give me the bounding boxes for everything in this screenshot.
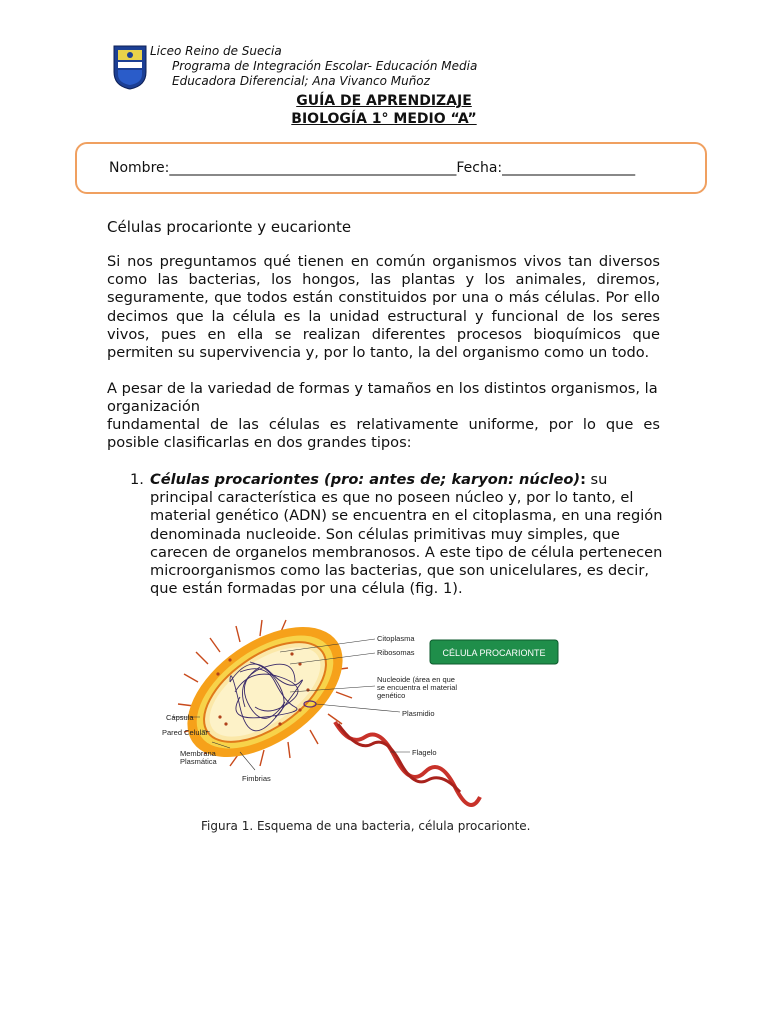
- figure-caption: Figura 1. Esquema de una bacteria, célula procarionte.: [201, 819, 531, 833]
- program-name: Programa de Integración Escolar- Educación Media: [172, 59, 478, 73]
- label-fimbrias: Fimbrias: [242, 774, 271, 783]
- bacteria-diagram: [160, 612, 570, 812]
- guide-title-line2: BIOLOGÍA 1° MEDIO “A”: [291, 111, 477, 127]
- name-field[interactable]: _________________________________________: [169, 160, 457, 176]
- prokaryote-badge-label: CÉLULA PROCARIONTE: [442, 648, 546, 658]
- student-info-line: [109, 160, 635, 176]
- name-label: Nombre:: [109, 160, 170, 176]
- date-label: Fecha:: [456, 160, 503, 176]
- label-membrana-1: Membrana: [180, 749, 216, 758]
- list-item-prokaryote: [150, 471, 670, 598]
- label-citoplasma: Citoplasma: [377, 634, 415, 643]
- second-paragraph-start: A pesar de la variedad de formas y tamaños en los distintos organismos, la organización: [107, 380, 658, 416]
- list-number: 1.: [130, 471, 144, 488]
- label-capsula: Cápsula: [166, 713, 194, 722]
- label-pared: Pared Celular: [162, 728, 208, 737]
- label-nucleoide-3: genético: [377, 691, 406, 700]
- label-nucleoide-2: se encuentra el material: [377, 683, 458, 692]
- school-name: Liceo Reino de Suecia: [150, 44, 282, 58]
- guide-title-line1: GUÍA DE APRENDIZAJE: [296, 93, 472, 109]
- label-plasmidio: Plasmidio: [402, 709, 435, 718]
- flagellum: [335, 722, 480, 805]
- intro-paragraph: Si nos preguntamos qué tienen en común organismos vivos tan diversos como las bacterias, los hongos, las plantas y los animales, diremos, seguramente, que todos están constituidos por una o más células. Por ello decimos que la célula es la unidad estructural y funcional de los seres vivos, pues en ella se realizan diferentes procesos bioquímicos que permiten su supervivencia y, por lo tanto, la del organismo como un todo.: [107, 253, 660, 362]
- label-ribosomas: Ribosomas: [377, 648, 415, 657]
- second-paragraph-end: fundamental de las células es relativamente uniforme, por lo que es posible clasificarlas en dos grandes tipos:: [107, 416, 660, 452]
- prokaryote-term: Células procariontes (pro: antes de; karyon: núcleo): [150, 471, 581, 488]
- label-nucleoide-1: Nucleoide (área en que: [377, 675, 455, 684]
- prokaryote-description: su principal característica es que no poseen núcleo y, por lo tanto, el material genético (ADN) se encuentra en el citoplasma, en una región denominada nucleoide. Son células primitivas muy simples, que carecen de organelos membranosos. A este tipo de célula pertenecen microorganismos como las bacterias, que son unicelulares, es decir, que están formadas por una célula (fig. 1).: [150, 471, 663, 598]
- label-membrana-2: Plasmática: [180, 757, 217, 766]
- guide-title: [0, 92, 768, 128]
- school-crest-logo: [112, 42, 148, 90]
- student-info-box: [75, 142, 707, 194]
- label-flagelo: Flagelo: [412, 748, 437, 757]
- term-colon: :: [580, 471, 586, 488]
- teacher-name: Educadora Diferencial; Ana Vivanco Muñoz: [172, 74, 430, 88]
- date-field[interactable]: ___________________: [502, 160, 636, 176]
- section-heading: Células procarionte y eucarionte: [107, 218, 352, 236]
